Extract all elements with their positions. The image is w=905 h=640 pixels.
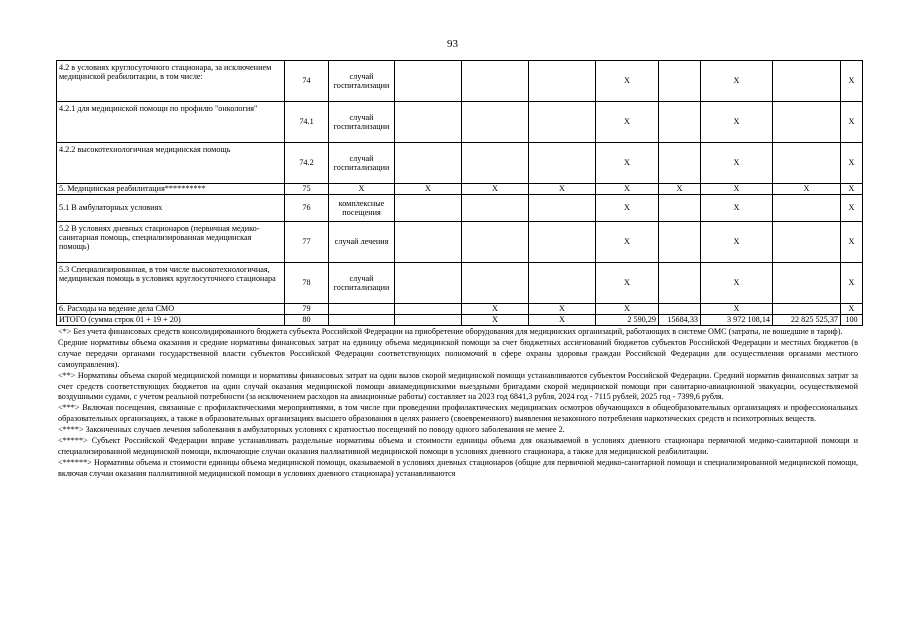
row-cell: Х bbox=[529, 304, 596, 315]
table-row bbox=[57, 61, 863, 102]
page-number: 93 bbox=[447, 38, 458, 50]
row-cell: Х bbox=[701, 102, 773, 143]
row-code: 74.2 bbox=[285, 143, 329, 184]
row-cell: 22 825 525,37 bbox=[773, 315, 841, 326]
row-code: 78 bbox=[285, 263, 329, 304]
row-cell: Х bbox=[701, 222, 773, 263]
row-name: 5.2 В условиях дневных стационаров (первичная медико-санитарная помощь, специализированная медицинская помощь) bbox=[57, 222, 285, 263]
data-table bbox=[56, 60, 863, 326]
row-cell bbox=[395, 304, 462, 315]
row-cell bbox=[462, 61, 529, 102]
row-cell: Х bbox=[462, 304, 529, 315]
table-row bbox=[57, 263, 863, 304]
row-cell: Х bbox=[596, 61, 659, 102]
row-unit: случай госпитализации bbox=[329, 102, 395, 143]
row-name: 5.1 В амбулаторных условиях bbox=[57, 195, 285, 222]
row-cell: Х bbox=[659, 184, 701, 195]
row-cell bbox=[462, 222, 529, 263]
row-cell bbox=[773, 102, 841, 143]
row-name: 6. Расходы на ведение дела СМО bbox=[57, 304, 285, 315]
row-cell bbox=[462, 263, 529, 304]
row-cell bbox=[529, 143, 596, 184]
row-cell bbox=[773, 263, 841, 304]
row-cell: Х bbox=[596, 263, 659, 304]
row-cell: Х bbox=[462, 184, 529, 195]
row-code: 74.1 bbox=[285, 102, 329, 143]
footnote: <*> Без учета финансовых средств консолидированного бюджета субъекта Российской Федерации на приобретение оборудования для медицинских организаций, работающих в системе ОМС (затраты, не вошедшие в тариф). bbox=[58, 327, 843, 336]
row-cell: Х bbox=[596, 195, 659, 222]
row-cell: Х bbox=[841, 61, 863, 102]
row-unit bbox=[329, 304, 395, 315]
row-code: 75 bbox=[285, 184, 329, 195]
footnotes bbox=[58, 327, 858, 480]
row-cell bbox=[659, 61, 701, 102]
row-cell bbox=[773, 195, 841, 222]
row-cell bbox=[529, 263, 596, 304]
row-cell: Х bbox=[596, 304, 659, 315]
row-cell: Х bbox=[596, 222, 659, 263]
row-unit: комплексные посещения bbox=[329, 195, 395, 222]
footnote: <*****> Субъект Российской Федерации вправе устанавливать раздельные нормативы объема и стоимости единицы объема для оказываемой в условиях дневного стационара первичной медико-санитарной помощи и специализированной медицинской помощи, включающие случаи оказания паллиативной медицинской помощи в условиях дневного стационара, а также для медицинской реабилитации. bbox=[58, 436, 858, 456]
row-cell bbox=[773, 143, 841, 184]
row-unit: случай лечения bbox=[329, 222, 395, 263]
row-cell bbox=[773, 304, 841, 315]
row-cell: Х bbox=[701, 304, 773, 315]
row-cell: 100 bbox=[841, 315, 863, 326]
row-cell: Х bbox=[701, 61, 773, 102]
row-cell bbox=[773, 61, 841, 102]
row-cell bbox=[659, 304, 701, 315]
row-cell bbox=[395, 102, 462, 143]
row-cell: Х bbox=[596, 184, 659, 195]
table-row bbox=[57, 222, 863, 263]
row-cell: Х bbox=[701, 263, 773, 304]
row-cell: Х bbox=[841, 184, 863, 195]
row-cell bbox=[395, 61, 462, 102]
row-cell: Х bbox=[841, 195, 863, 222]
row-unit: случай госпитализации bbox=[329, 143, 395, 184]
table-row bbox=[57, 184, 863, 195]
row-cell bbox=[659, 222, 701, 263]
row-unit: случай госпитализации bbox=[329, 263, 395, 304]
row-cell: Х bbox=[701, 143, 773, 184]
row-cell: Х bbox=[773, 184, 841, 195]
row-cell bbox=[395, 195, 462, 222]
row-cell bbox=[529, 102, 596, 143]
row-cell: Х bbox=[596, 143, 659, 184]
table-row bbox=[57, 315, 863, 326]
row-cell: 3 972 108,14 bbox=[701, 315, 773, 326]
row-code: 80 bbox=[285, 315, 329, 326]
row-cell bbox=[395, 222, 462, 263]
row-cell: Х bbox=[841, 263, 863, 304]
row-code: 76 bbox=[285, 195, 329, 222]
row-cell bbox=[773, 222, 841, 263]
row-cell bbox=[529, 61, 596, 102]
row-cell bbox=[659, 195, 701, 222]
row-cell bbox=[462, 102, 529, 143]
row-cell: Х bbox=[841, 304, 863, 315]
table-row bbox=[57, 102, 863, 143]
row-cell bbox=[529, 222, 596, 263]
row-cell: Х bbox=[701, 184, 773, 195]
row-cell bbox=[659, 143, 701, 184]
row-cell: Х bbox=[701, 195, 773, 222]
row-cell: 2 590,29 bbox=[596, 315, 659, 326]
row-code: 74 bbox=[285, 61, 329, 102]
row-code: 77 bbox=[285, 222, 329, 263]
row-unit: Х bbox=[329, 184, 395, 195]
footnote: <***> Включая посещения, связанные с профилактическими мероприятиями, в том числе при проведении профилактических медицинских осмотров обучающихся в общеобразовательных организациях и профессиональных образовательных организациях, а также в образовательных организациях высшего образования в целях раннего (своевременного) выявления незаконного потребления наркотических средств и психотропных веществ. bbox=[58, 403, 858, 424]
row-cell bbox=[395, 315, 462, 326]
row-cell bbox=[659, 102, 701, 143]
table-row bbox=[57, 304, 863, 315]
footnote: <****> Законченных случаев лечения заболевания в амбулаторных условиях с кратностью посещений по поводу одного заболевания не менее 2. bbox=[58, 425, 565, 435]
row-unit bbox=[329, 315, 395, 326]
footnote: Средние нормативы объема оказания и средние нормативы финансовых затрат на единицу объема медицинской помощи за счет бюджетных ассигнований бюджетов субъектов Российской Федерации и местных бюджетов (в случае передачи органами государственной власти субъектов Российской Федерации соответствующих полномочий в сфере охраны здоровья граждан Российской Федерации для осуществления органами местного самоуправления). bbox=[58, 337, 858, 369]
row-cell: Х bbox=[462, 315, 529, 326]
row-cell bbox=[462, 195, 529, 222]
row-cell: Х bbox=[841, 102, 863, 143]
row-name: ИТОГО (сумма строк 01 + 19 + 20) bbox=[57, 315, 285, 326]
row-cell bbox=[529, 195, 596, 222]
row-cell: 15684,33 bbox=[659, 315, 701, 326]
row-name: 4.2 в условиях круглосуточного стационара, за исключением медицинской реабилитации, в том числе: bbox=[57, 61, 285, 102]
footnote: <******> Нормативы объема и стоимости единицы объема медицинской помощи, оказываемой в условиях дневных стационаров (общие для первичной медико-санитарной помощи и специализированной медицинской помощи, включая случаи оказания паллиативной медицинской помощи в условиях дневного стационара) устанавливаются bbox=[58, 457, 858, 478]
row-cell bbox=[659, 263, 701, 304]
row-unit: случай госпитализации bbox=[329, 61, 395, 102]
row-cell bbox=[462, 143, 529, 184]
row-cell: Х bbox=[596, 102, 659, 143]
row-name: 5.3 Специализированная, в том числе высокотехнологичная, медицинская помощь в условиях круглосуточного стационара bbox=[57, 263, 285, 304]
row-name: 5. Медицинская реабилитация********** bbox=[57, 184, 285, 195]
row-cell: Х bbox=[529, 315, 596, 326]
row-cell bbox=[395, 263, 462, 304]
row-cell: Х bbox=[841, 143, 863, 184]
table-row bbox=[57, 143, 863, 184]
footnote: <**> Нормативы объема скорой медицинской помощи и нормативы финансовых затрат на один вызов скорой медицинской помощи устанавливаются субъектом Российской Федерации. Средний норматив финансовых затрат за счет средств соответствующих бюджетов на один случай оказания медицинской помощи авиамедицинскими выездными бригадами скорой медицинской помощи при санитарно-авиационной эвакуации, осуществляемой воздушными судами, с учетом реальной потребности (за исключением расходов на авиационные работы) составляет на 2023 год 6841,3 рубля, 2024 год - 7115 рублей, 2025 год - 7399,6 рубля. bbox=[58, 370, 858, 402]
row-cell: Х bbox=[841, 222, 863, 263]
row-cell bbox=[395, 143, 462, 184]
row-cell: Х bbox=[395, 184, 462, 195]
row-name: 4.2.1 для медицинской помощи по профилю "онкология" bbox=[57, 102, 285, 143]
row-name: 4.2.2 высокотехнологичная медицинская помощь bbox=[57, 143, 285, 184]
row-cell: Х bbox=[529, 184, 596, 195]
row-code: 79 bbox=[285, 304, 329, 315]
table-row bbox=[57, 195, 863, 222]
